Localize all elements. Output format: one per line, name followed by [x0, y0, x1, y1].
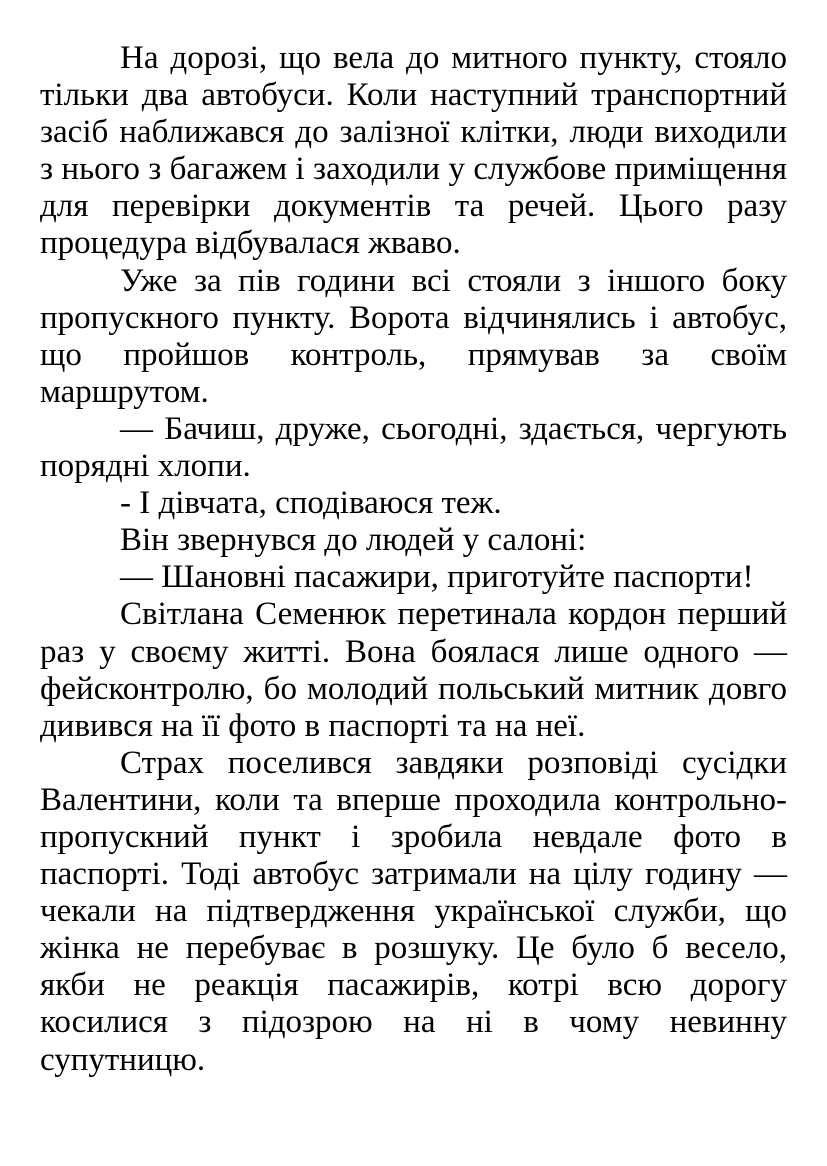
- paragraph-8: Страх поселився завдяки розповіді сусідки Валентини, коли та вперше проходила контрольно-пропускний пункт і зробила невдале фото в паспорті. Тоді автобус затримали на цілу годину — чекали на підтвердження української служби, що жінка не перебуває в розшуку. Це було б весело, якби не реакція пасажирів, котрі всю дорогу косилися з підозрою на ні в чому невинну супутницю.: [40, 744, 787, 1078]
- paragraph-3: — Бачиш, друже, сьогодні, здається, чергують порядні хлопи.: [40, 410, 787, 485]
- paragraph-6: — Шановні пасажири, приготуйте паспорти!: [120, 559, 754, 596]
- paragraph-2: Уже за пів години всі стояли з іншого боку пропускного пункту. Ворота відчинялись і автобус, що пройшов контроль, прямував за своїм маршрутом.: [40, 262, 787, 410]
- paragraph-7: Світлана Семенюк перетинала кордон перший раз у своєму житті. Вона боялася лише одного — фейсконтролю, бо молодий польський митник довго дивився на її фото в паспорті та на неї.: [40, 596, 787, 744]
- paragraph-1: На дорозі, що вела до митного пункту, стояло тільки два автобуси. Коли наступний транспортний засіб наближався до залізної клітки, люди виходили з нього з багажем і заходили у службове приміщення для перевірки документів та речей. Цього разу процедура відбувалася жваво.: [40, 40, 787, 262]
- document-page: [40, 40, 787, 1079]
- paragraph-5: Він звернувся до людей у салоні:: [120, 522, 587, 559]
- paragraph-4: - І дівчата, сподіваюся теж.: [120, 485, 502, 522]
